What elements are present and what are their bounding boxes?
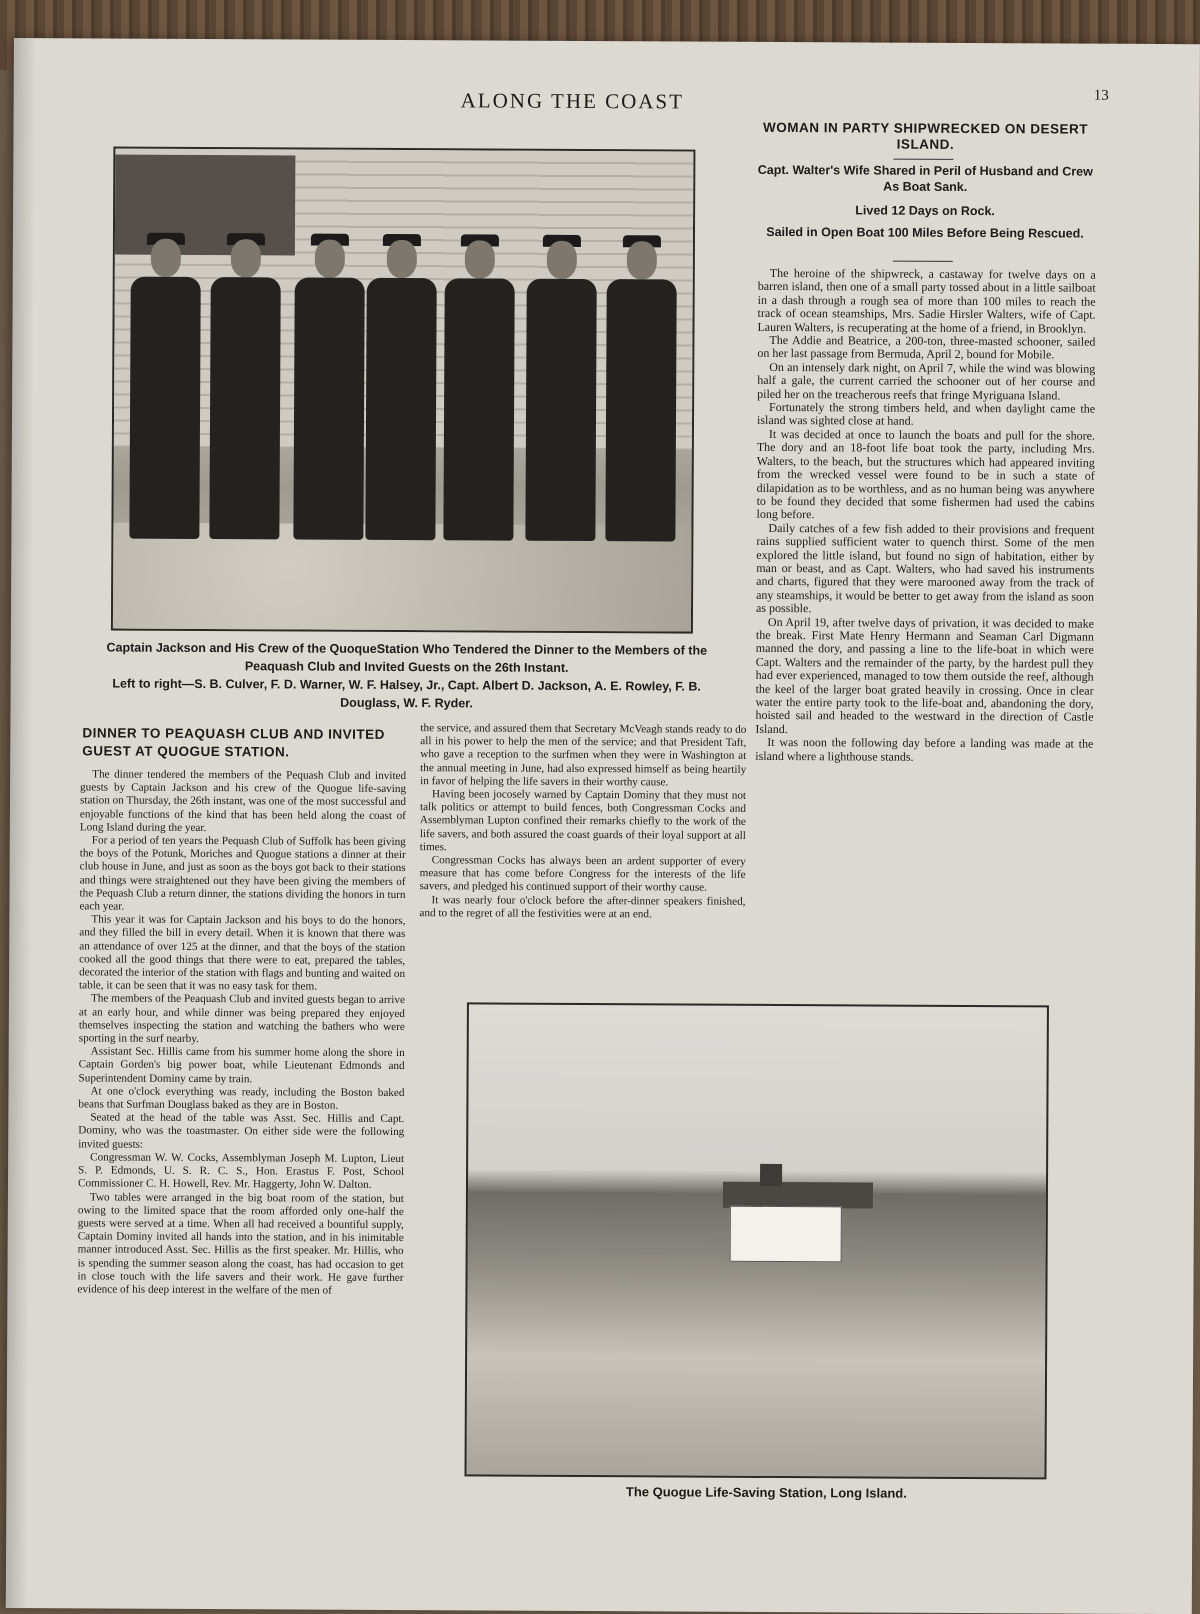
crew-photograph <box>111 147 696 634</box>
dinner-article-column-2 <box>419 722 746 922</box>
crew-member-figure <box>129 239 201 539</box>
paragraph: Assistant Sec. Hillis came from his summer home along the shore in Captain Gorden's big power boat, while Lieutenant Edmonds and Superintendent Dominy came by train. <box>78 1045 405 1085</box>
shipwreck-deck-2: Lived 12 Days on Rock. <box>855 203 995 219</box>
dinner-article-column-1 <box>77 768 406 1298</box>
paragraph: The Addie and Beatrice, a 200-ton, three-masted schooner, sailed on her last passage from Bermuda, April 2, bound for Mobile. <box>757 332 1096 362</box>
paragraph: This year it was for Captain Jackson and his boys to do the honors, and they filled the bill in every detail. When it is known that there was an attendance of over 125 at the dinner, and that the boys of the station cooked all the good things that there were to eat, prepared the tables, decorated the interior of the station with flags and bunting and waited on table, it can be seen that it was no easy task for them. <box>79 913 406 993</box>
shipwreck-headline: WOMAN IN PARTY SHIPWRECKED ON DESERT ISLAND. <box>762 119 1089 152</box>
station-cupola <box>760 1164 782 1186</box>
paragraph: The members of the Peaquash Club and invited guests began to arrive at an early hour, and while dinner was being prepared they enjoyed themselves inspecting the station and watching the bathers who were sporting in the surf nearby. <box>78 992 405 1046</box>
crew-photo-caption-names: Left to right—S. B. Culver, F. D. Warner, W. F. Halsey, Jr., Capt. Albert D. Jackson, A. E. Rowley, F. B. Douglass, W. F. Ryder. <box>112 676 701 711</box>
paragraph: On April 19, after twelve days of privation, it was decided to make the break. First Mate Henry Hermann and Seaman Carl Digmann manned the dory, and passing a line to the life-boat in which were Capt. Walters and the remainder of the party, by the hardest pull they had ever experienced, managed to tow them outside the reef, although the keel of the larger boat grated heavily in crossing. Once in clear water the entire party took to the life-boat and, abandoning the dory, hoisted sail and headed to the westward in the direction of Castle Island. <box>755 614 1094 736</box>
paragraph: It was decided at once to launch the boats and pull for the shore. The dory and an 18-foot life boat took the party, including Mrs. Walters, to the beach, but the structures which had appeared inviting from the wrecked vessel were found to be in such a state of dilapidation as to be worthless, and as no human being was anywhere to be found they decided that some fishermen had used the cabins long before. <box>756 426 1095 522</box>
paragraph: On an intensely dark night, on April 7, while the wind was blowing half a gale, the current carried the schooner out of her course and piled her on the treacherous reefs that fringe Myriguana Island. <box>757 359 1096 403</box>
crew-photo-caption-title: Captain Jackson and His Crew of the QuoqueStation Who Tendered the Dinner to the Members of the Peaquash Club and Invited Guests on the 26th Instant. <box>106 640 708 675</box>
crew-member-figure <box>443 240 515 540</box>
crew-member-figure <box>293 239 365 539</box>
paragraph: Having been jocosely warned by Captain Dominy that they must not talk politics or attempt to build fences, both Congressman Cocks and Assemblyman Lupton confined their remarks chiefly to the work of the life savers, and both assured the coast guards of their loyal support at all times. <box>419 788 747 854</box>
dinner-headline: DINNER TO PEAQUASH CLUB AND INVITED GUEST AT QUOGUE STATION. <box>82 725 385 760</box>
page-number: 13 <box>1093 87 1109 104</box>
paragraph: It was noon the following day before a landing was made at the island where a lighthouse stands. <box>755 735 1094 764</box>
shipwreck-article-body <box>755 267 1096 765</box>
headline-rule <box>893 261 953 262</box>
page-binding-shadow <box>6 38 36 1608</box>
station-photo-caption: The Quogue Life-Saving Station, Long Island. <box>625 1484 907 1501</box>
life-saving-station-building <box>730 1206 842 1263</box>
crew-photo-caption <box>86 638 726 713</box>
paragraph: At one o'clock everything was ready, including the Boston baked beans that Surfman Douglass baked as they are in Boston. <box>78 1085 405 1112</box>
paragraph: The dinner tendered the members of the Pequash Club and invited guests by Captain Jackson and his crew of the Quogue life-saving station on Thursday, the 26th instant, was one of the most successful and enjoyable functions of the kind that has been held along the coast of Long Island during the year. <box>79 768 407 834</box>
paragraph: Congressman W. W. Cocks, Assemblyman Joseph M. Lupton, Lieut S. P. Edmonds, U. S. R. C. S., Hon. Erastus F. Post, School Commissioner C. H. Howell, Rev. Mr. Haggerty, John W. Dalton. <box>77 1151 405 1192</box>
paragraph: Daily catches of a few fish added to their provisions and frequent rains supplied sufficient water to quench thirst. Some of the men explored the little island, but found no sign of habitation, either by man or beast, and as Capt. Walters, who had saved his instruments and charts, figured that they were marooned away from the track of any steamships, it would be better to get away from the island as soon as possible. <box>755 520 1095 616</box>
paragraph: Seated at the head of the table was Asst. Sec. Hillis and Capt. Dominy, who was the toastmaster. On either side were the following invited guests: <box>78 1111 405 1151</box>
shipwreck-deck-3: Sailed in Open Boat 100 Miles Before Being Rescued. <box>766 224 1084 241</box>
crew-member-figure <box>365 240 437 540</box>
headline-rule <box>893 159 953 160</box>
paragraph: For a period of ten years the Pequash Club of Suffolk has been giving the boys of the Potunk, Moriches and Quogue stations a dinner at their club house in June, and just as soon as the boys got back to their stations and things were straightened out they have been giving the members of the Pequash Club a return dinner, the stations dividing the honors in turn each year. <box>79 834 406 913</box>
paragraph: Two tables were arranged in the big boat room of the station, but owing to the limited space that the room afforded only one-half the guests were served at a time. When all had received a bountiful supply, Captain Dominy invited all hands into the station, and in his inimitable manner introduced Asst. Sec. Hillis as the first speaker. Mr. Hillis, who is spending the summer season along the coast, has had occasion to get in close touch with the life savers and their work. He gave further evidence of his deep interest in the welfare of the men of <box>77 1190 404 1297</box>
shipwreck-deck-1: Capt. Walter's Wife Shared in Peril of Husband and Crew As Boat Sank. <box>757 162 1093 194</box>
station-photograph <box>464 1002 1048 1479</box>
paragraph: Fortunately the strong timbers held, and when daylight came the island was sighted close at hand. <box>756 400 1096 429</box>
station-roof <box>723 1182 873 1209</box>
page-running-title: ALONG THE COAST <box>460 88 685 114</box>
paragraph: the service, and assured them that Secretary McVeagh stands ready to do all in his power to help the men of the service; and that President Taft, who gave a reception to the surfmen when they were in Washington at the annual meeting in June, had also expressed himself as being heartily in favor of helping the life savers in their worthy cause. <box>420 722 747 789</box>
paragraph: The heroine of the shipwreck, a castaway for twelve days on a barren island, then one of a small party tossed about in a little sailboat in a dash through a rough sea of more than 100 miles to reach the track of ocean steamships, Mrs. Sadie Hirsler Walters, wife of Capt. Lauren Walters, is recuperating at the home of a friend, in Brooklyn. <box>757 265 1096 336</box>
magazine-page <box>6 38 1200 1614</box>
crew-member-figure <box>525 241 597 541</box>
paragraph: Congressman Cocks has always been an ardent supporter of every measure that has come before Congress for the interests of the life savers, and pledged his continued support of their worthy cause. <box>419 854 746 895</box>
paragraph: It was nearly four o'clock before the after-dinner speakers finished, and to the regret of all the festivities were at an end. <box>419 893 746 921</box>
crew-member-figure <box>605 241 677 541</box>
crew-member-figure <box>209 239 281 539</box>
